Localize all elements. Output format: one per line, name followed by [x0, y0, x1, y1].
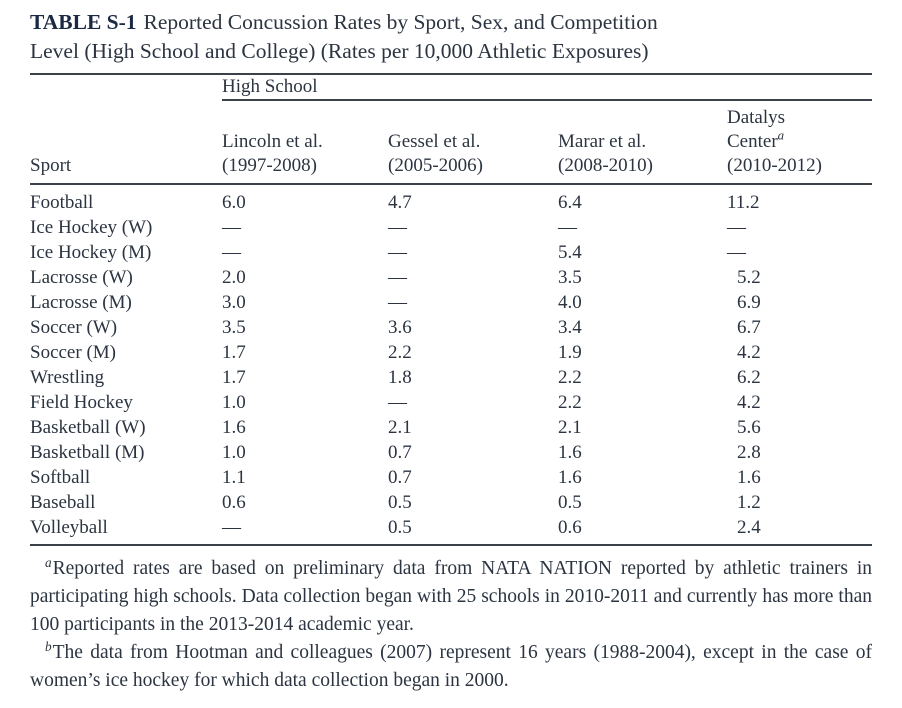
rate-cell: — — [222, 242, 241, 263]
rate-cell: 6.2 — [737, 367, 761, 388]
rate-cell: 3.4 — [558, 317, 582, 338]
rate-cell: 11.2 — [727, 192, 760, 213]
column-header-sport-label: Sport — [30, 155, 72, 176]
rate-cell: 2.2 — [388, 342, 412, 363]
rate-cell: 1.7 — [222, 367, 246, 388]
table-row — [30, 184, 872, 215]
column-years: (2005-2006) — [388, 155, 483, 176]
title-text-line-2: Level (High School and College) (Rates per 10,000 Athletic Exposures) — [30, 39, 649, 63]
rate-cell: 0.5 — [388, 492, 412, 513]
column-header-2 — [388, 100, 558, 184]
column-name-line: Center$^a$ — [727, 127, 785, 152]
rate-cell: 1.0 — [222, 442, 246, 463]
rate-cell: 1.8 — [388, 367, 412, 388]
table-row — [30, 465, 872, 490]
column-header-sport — [30, 100, 222, 184]
rate-cell: 4.7 — [388, 192, 412, 213]
rate-cell: 6.9 — [737, 292, 761, 313]
rate-cell: 2.1 — [558, 417, 582, 438]
sport-cell: Soccer (M) — [30, 342, 116, 363]
rate-cell: 6.7 — [737, 317, 761, 338]
sport-cell: Ice Hockey (W) — [30, 217, 153, 238]
rate-cell: 3.6 — [388, 317, 412, 338]
rate-cell: — — [388, 267, 407, 288]
footnote-b-marker: b — [45, 638, 52, 654]
column-years: (2008-2010) — [558, 155, 653, 176]
rate-cell: 6.0 — [222, 192, 246, 213]
rate-cell: 3.0 — [222, 292, 246, 313]
sport-cell: Wrestling — [30, 367, 105, 388]
table-row — [30, 490, 872, 515]
rate-cell: — — [558, 217, 577, 238]
title-text-line-1: Reported Concussion Rates by Sport, Sex, and Competition — [143, 10, 658, 34]
concussion-rates-table — [30, 75, 872, 546]
sport-cell: Basketball (W) — [30, 417, 146, 438]
column-header-3 — [558, 100, 727, 184]
sport-cell: Field Hockey — [30, 392, 133, 413]
table-row — [30, 340, 872, 365]
rate-cell: 2.4 — [737, 517, 761, 538]
rate-cell: 2.8 — [737, 442, 761, 463]
column-name-line: Gessel et al. — [388, 131, 481, 152]
table-row — [30, 415, 872, 440]
column-years: (1997-2008) — [222, 155, 317, 176]
column-header-row — [30, 100, 872, 184]
group-header-high-school — [222, 75, 872, 100]
table-row — [30, 240, 872, 265]
table-row — [30, 515, 872, 545]
rate-cell: 4.2 — [737, 342, 761, 363]
rate-cell: — — [222, 217, 241, 238]
rate-cell: 1.7 — [222, 342, 246, 363]
rate-cell: 1.6 — [737, 467, 761, 488]
group-header-row — [30, 75, 872, 100]
rate-cell: 0.7 — [388, 442, 412, 463]
sport-cell: Lacrosse (M) — [30, 292, 132, 313]
footnote-b-text: The data from Hootman and colleagues (2007) represent 16 years (1988-2004), except in the case of women’s ice hockey for which data collection began in 2000. — [30, 642, 872, 691]
rate-cell: 1.6 — [222, 417, 246, 438]
sport-cell: Soccer (W) — [30, 317, 118, 338]
sport-cell: Softball — [30, 467, 91, 488]
rate-cell: 5.6 — [737, 417, 761, 438]
rate-cell: — — [388, 392, 407, 413]
rate-cell: — — [388, 292, 407, 313]
table-row — [30, 215, 872, 240]
group-header-spacer — [30, 75, 222, 100]
rate-cell: — — [388, 217, 407, 238]
rate-cell: 6.4 — [558, 192, 582, 213]
column-name-line: Marar et al. — [558, 131, 647, 152]
rate-cell: 4.2 — [737, 392, 761, 413]
footnote-ref-a: a — [777, 127, 785, 143]
rate-cell: 0.5 — [388, 517, 412, 538]
table-number-label: TABLE S-1 — [30, 10, 137, 34]
rate-cell: 1.9 — [558, 342, 582, 363]
sport-cell: Lacrosse (W) — [30, 267, 133, 288]
title-line-2 — [30, 37, 872, 66]
table-row — [30, 440, 872, 465]
rate-cell: — — [727, 217, 746, 238]
footnote-a-marker: a — [45, 554, 52, 570]
sport-cell: Volleyball — [30, 517, 108, 538]
sport-cell: Ice Hockey (M) — [30, 242, 152, 263]
rate-cell: 3.5 — [558, 267, 582, 288]
footnote-a — [30, 555, 872, 639]
rate-cell: 0.6 — [558, 517, 582, 538]
footnotes-section — [30, 555, 872, 695]
footnote-b — [30, 639, 872, 695]
rate-cell: 3.5 — [222, 317, 246, 338]
rate-cell: 0.7 — [388, 467, 412, 488]
rate-cell: 5.4 — [558, 242, 582, 263]
rate-cell: 1.0 — [222, 392, 246, 413]
rate-cell: 4.0 — [558, 292, 582, 313]
rate-cell: 1.6 — [558, 442, 582, 463]
group-header-label: High School — [222, 76, 318, 97]
rate-cell: 1.1 — [222, 467, 246, 488]
column-name-line: Lincoln et al. — [222, 131, 323, 152]
table-row — [30, 315, 872, 340]
rate-cell: 0.6 — [222, 492, 246, 513]
rate-cell: 0.5 — [558, 492, 582, 513]
table-row — [30, 290, 872, 315]
table-row — [30, 390, 872, 415]
rate-cell: 1.2 — [737, 492, 761, 513]
rate-cell: 2.2 — [558, 367, 582, 388]
rate-cell: — — [727, 242, 746, 263]
table-row — [30, 365, 872, 390]
rate-cell: 2.2 — [558, 392, 582, 413]
rate-cell: 5.2 — [737, 267, 761, 288]
rate-cell: 2.1 — [388, 417, 412, 438]
rate-cell: — — [388, 242, 407, 263]
title-line-1 — [30, 8, 872, 37]
rate-cell: — — [222, 517, 241, 538]
table-title — [30, 8, 872, 66]
sport-cell: Basketball (M) — [30, 442, 145, 463]
rate-cell: 2.0 — [222, 267, 246, 288]
footnote-a-text: Reported rates are based on preliminary data from NATA NATION reported by athletic trainers in participating high schools. Data collection began with 25 schools in 2010-2011 and currently has more than 100 participants in the 2013-2014 academic year. — [30, 558, 872, 635]
sport-cell: Football — [30, 192, 94, 213]
rate-cell: 1.6 — [558, 467, 582, 488]
column-header-4 — [727, 100, 872, 184]
sport-cell: Baseball — [30, 492, 96, 513]
column-years: (2010-2012) — [727, 155, 822, 176]
column-name-line: Datalys — [727, 107, 786, 128]
table-row — [30, 265, 872, 290]
column-header-1 — [222, 100, 388, 184]
